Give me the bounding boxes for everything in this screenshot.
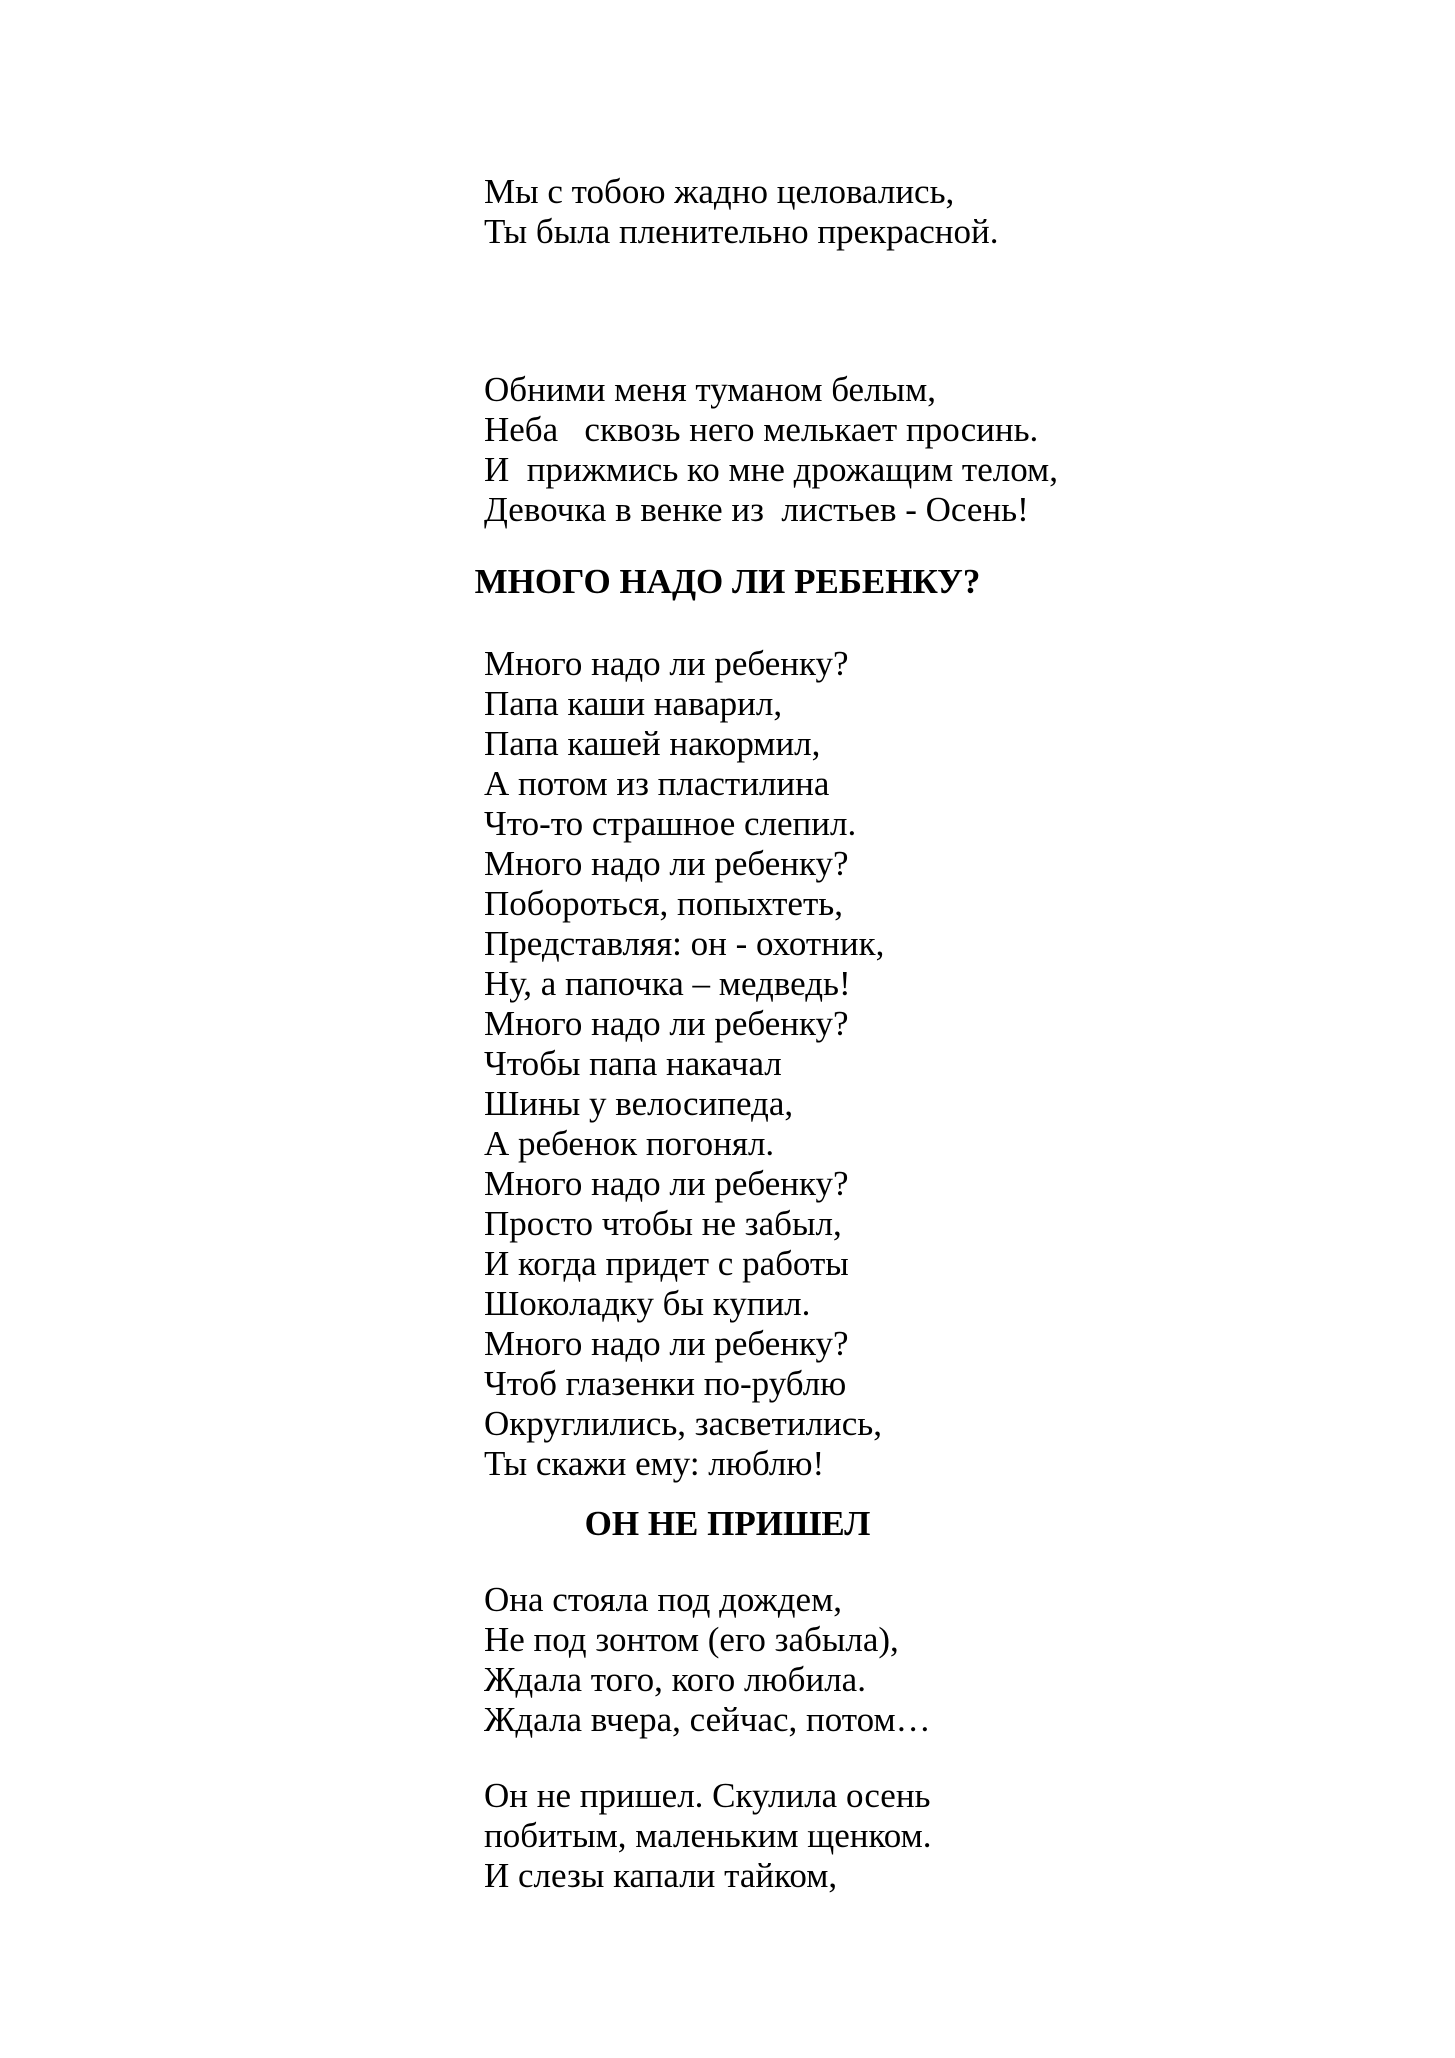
poem-line: Папа кашей накормил, [484, 724, 821, 763]
poem-line: Ждала вчера, сейчас, потом… [484, 1700, 931, 1739]
stanza [0, 1776, 1455, 1896]
poem-line: Что-то страшное слепил. [484, 804, 857, 843]
poem-line: Чтобы папа накачал [484, 1044, 782, 1083]
poem-line: А потом из пластилина [484, 764, 830, 803]
poem-line: Много надо ли ребенку? [484, 844, 849, 883]
poem-line: Побороться, попыхтеть, [484, 884, 843, 923]
poem-line: Шоколадку бы купил. [484, 1284, 811, 1323]
poem-line: побитым, маленьким щенком. [484, 1816, 932, 1855]
poem-line: Ну, а папочка – медведь! [484, 964, 851, 1003]
poem-line: Ты была пленительно прекрасной. [484, 212, 999, 251]
poem-line: И когда придет с работы [484, 1244, 849, 1283]
poem-line: Она стояла под дождем, [484, 1580, 842, 1619]
poem-line: Не под зонтом (его забыла), [484, 1620, 899, 1659]
poem-line: И слезы капали тайком, [484, 1856, 838, 1895]
poem-heading: ОН НЕ ПРИШЕЛ [584, 1504, 871, 1543]
poem-heading: МНОГО НАДО ЛИ РЕБЕНКУ? [474, 562, 981, 601]
poem-line: Много надо ли ребенку? [484, 1004, 849, 1043]
poem-line: Представляя: он - охотник, [484, 924, 885, 963]
poem-line: Округлились, засветились, [484, 1404, 883, 1443]
poem-line: Он не пришел. Скулила осень [484, 1776, 931, 1815]
poem-line: Ждала того, кого любила. [484, 1660, 866, 1699]
poem-line: Много надо ли ребенку? [484, 644, 849, 683]
poem-line: Просто чтобы не забыл, [484, 1204, 842, 1243]
poem-line: И прижмись ко мне дрожащим телом, [484, 450, 1058, 489]
poem-line: Ты скажи ему: люблю! [484, 1444, 825, 1483]
poem-line: Чтоб глазенки по-рублю [484, 1364, 847, 1403]
poem-line: Шины у велосипеда, [484, 1084, 794, 1123]
stanza [0, 644, 1455, 1484]
stanza [0, 1580, 1455, 1740]
poem-line: Мы с тобою жадно целовались, [484, 172, 955, 211]
poem-line: Много надо ли ребенку? [484, 1324, 849, 1363]
poem-line: Девочка в венке из листьев - Осень! [484, 490, 1029, 529]
poem-line: Папа каши наварил, [484, 684, 783, 723]
poem-line: А ребенок погонял. [484, 1124, 775, 1163]
poem-line: Много надо ли ребенку? [484, 1164, 849, 1203]
poem-line: Обними меня туманом белым, [484, 370, 936, 409]
stanza [0, 172, 1455, 252]
stanza [0, 370, 1455, 530]
poem-line: Неба сквозь него мелькает просинь. [484, 410, 1039, 449]
